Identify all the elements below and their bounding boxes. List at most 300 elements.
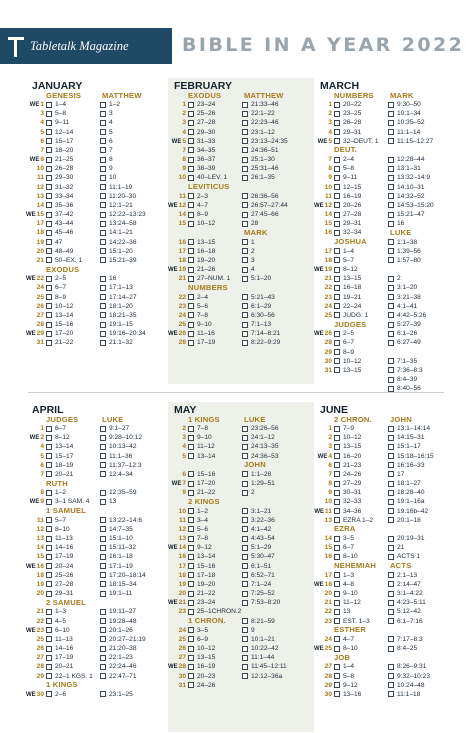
reading-checkbox[interactable]: [334, 490, 340, 496]
reading-checkbox[interactable]: [334, 673, 340, 679]
reading-checkbox[interactable]: [46, 490, 52, 496]
reading-checkbox[interactable]: [388, 581, 394, 587]
reading-checkbox[interactable]: [46, 184, 52, 190]
reading-checkbox[interactable]: [388, 499, 394, 505]
reading-checkbox[interactable]: [388, 212, 394, 218]
reading-checkbox[interactable]: [242, 166, 248, 172]
reading-checkbox[interactable]: [46, 331, 52, 337]
reading-checkbox[interactable]: [242, 655, 248, 661]
reading-checkbox[interactable]: [46, 129, 52, 135]
reading-checkbox[interactable]: [388, 285, 394, 291]
reading-checkbox[interactable]: [46, 221, 52, 227]
reading-checkbox[interactable]: [100, 563, 106, 569]
reading-checkbox[interactable]: [334, 212, 340, 218]
reading-checkbox[interactable]: [334, 175, 340, 181]
reading-checkbox[interactable]: [46, 294, 52, 300]
reading-checkbox[interactable]: [334, 276, 340, 282]
reading-checkbox[interactable]: [188, 591, 194, 597]
reading-checkbox[interactable]: [242, 157, 248, 163]
reading-checkbox[interactable]: [188, 572, 194, 578]
reading-checkbox[interactable]: [46, 248, 52, 254]
reading-checkbox[interactable]: [46, 453, 52, 459]
reading-checkbox[interactable]: [188, 331, 194, 337]
reading-checkbox[interactable]: [388, 444, 394, 450]
reading-checkbox[interactable]: [100, 138, 106, 144]
reading-checkbox[interactable]: [188, 655, 194, 661]
reading-checkbox[interactable]: [188, 664, 194, 670]
reading-checkbox[interactable]: [100, 312, 106, 318]
reading-checkbox[interactable]: [100, 230, 106, 236]
reading-checkbox[interactable]: [46, 627, 52, 633]
reading-checkbox[interactable]: [46, 312, 52, 318]
reading-checkbox[interactable]: [334, 664, 340, 670]
reading-checkbox[interactable]: [188, 175, 194, 181]
reading-checkbox[interactable]: [46, 517, 52, 523]
reading-checkbox[interactable]: [242, 572, 248, 578]
reading-checkbox[interactable]: [334, 340, 340, 346]
reading-checkbox[interactable]: [334, 184, 340, 190]
reading-checkbox[interactable]: [388, 426, 394, 432]
reading-checkbox[interactable]: [100, 536, 106, 542]
reading-checkbox[interactable]: [242, 340, 248, 346]
reading-checkbox[interactable]: [242, 627, 248, 633]
reading-checkbox[interactable]: [188, 526, 194, 532]
reading-checkbox[interactable]: [388, 221, 394, 227]
reading-checkbox[interactable]: [388, 682, 394, 688]
reading-checkbox[interactable]: [188, 444, 194, 450]
reading-checkbox[interactable]: [188, 426, 194, 432]
reading-checkbox[interactable]: [242, 276, 248, 282]
reading-checkbox[interactable]: [242, 257, 248, 263]
reading-checkbox[interactable]: [242, 129, 248, 135]
reading-checkbox[interactable]: [188, 111, 194, 117]
reading-checkbox[interactable]: [188, 120, 194, 126]
reading-checkbox[interactable]: [334, 358, 340, 364]
reading-checkbox[interactable]: [334, 120, 340, 126]
reading-checkbox[interactable]: [388, 664, 394, 670]
reading-checkbox[interactable]: [100, 340, 106, 346]
reading-checkbox[interactable]: [100, 166, 106, 172]
reading-checkbox[interactable]: [242, 673, 248, 679]
reading-checkbox[interactable]: [100, 572, 106, 578]
reading-checkbox[interactable]: [46, 554, 52, 560]
reading-checkbox[interactable]: [242, 536, 248, 542]
reading-checkbox[interactable]: [388, 129, 394, 135]
reading-checkbox[interactable]: [46, 239, 52, 245]
reading-checkbox[interactable]: [334, 285, 340, 291]
reading-checkbox[interactable]: [388, 239, 394, 245]
reading-checkbox[interactable]: [334, 471, 340, 477]
reading-checkbox[interactable]: [100, 248, 106, 254]
reading-checkbox[interactable]: [188, 340, 194, 346]
reading-checkbox[interactable]: [388, 453, 394, 459]
reading-checkbox[interactable]: [46, 193, 52, 199]
reading-checkbox[interactable]: [242, 453, 248, 459]
reading-checkbox[interactable]: [242, 322, 248, 328]
reading-checkbox[interactable]: [188, 536, 194, 542]
reading-checkbox[interactable]: [388, 646, 394, 652]
reading-checkbox[interactable]: [334, 303, 340, 309]
reading-checkbox[interactable]: [100, 545, 106, 551]
reading-checkbox[interactable]: [242, 120, 248, 126]
reading-checkbox[interactable]: [100, 175, 106, 181]
reading-checkbox[interactable]: [100, 499, 106, 505]
reading-checkbox[interactable]: [46, 120, 52, 126]
reading-checkbox[interactable]: [334, 129, 340, 135]
reading-checkbox[interactable]: [100, 591, 106, 597]
reading-checkbox[interactable]: [188, 627, 194, 633]
reading-checkbox[interactable]: [46, 545, 52, 551]
reading-checkbox[interactable]: [188, 600, 194, 606]
reading-checkbox[interactable]: [188, 646, 194, 652]
reading-checkbox[interactable]: [334, 481, 340, 487]
reading-checkbox[interactable]: [100, 517, 106, 523]
reading-checkbox[interactable]: [388, 257, 394, 263]
reading-checkbox[interactable]: [334, 426, 340, 432]
reading-checkbox[interactable]: [100, 303, 106, 309]
reading-checkbox[interactable]: [188, 239, 194, 245]
reading-checkbox[interactable]: [188, 563, 194, 569]
reading-checkbox[interactable]: [242, 526, 248, 532]
reading-checkbox[interactable]: [188, 481, 194, 487]
reading-checkbox[interactable]: [242, 138, 248, 144]
reading-checkbox[interactable]: [46, 609, 52, 615]
reading-checkbox[interactable]: [242, 212, 248, 218]
reading-checkbox[interactable]: [388, 481, 394, 487]
reading-checkbox[interactable]: [46, 202, 52, 208]
reading-checkbox[interactable]: [242, 444, 248, 450]
reading-checkbox[interactable]: [242, 267, 248, 273]
reading-checkbox[interactable]: [242, 175, 248, 181]
reading-checkbox[interactable]: [46, 322, 52, 328]
reading-checkbox[interactable]: [46, 157, 52, 163]
reading-checkbox[interactable]: [388, 377, 394, 383]
reading-checkbox[interactable]: [100, 129, 106, 135]
reading-checkbox[interactable]: [46, 581, 52, 587]
reading-checkbox[interactable]: [388, 691, 394, 697]
reading-checkbox[interactable]: [242, 331, 248, 337]
reading-checkbox[interactable]: [100, 453, 106, 459]
reading-checkbox[interactable]: [334, 294, 340, 300]
reading-checkbox[interactable]: [388, 609, 394, 615]
reading-checkbox[interactable]: [188, 102, 194, 108]
reading-checkbox[interactable]: [46, 499, 52, 505]
reading-checkbox[interactable]: [388, 517, 394, 523]
reading-checkbox[interactable]: [334, 157, 340, 163]
reading-checkbox[interactable]: [334, 591, 340, 597]
reading-checkbox[interactable]: [388, 193, 394, 199]
reading-checkbox[interactable]: [242, 312, 248, 318]
reading-checkbox[interactable]: [334, 435, 340, 441]
reading-checkbox[interactable]: [100, 646, 106, 652]
reading-checkbox[interactable]: [100, 435, 106, 441]
reading-checkbox[interactable]: [242, 221, 248, 227]
reading-checkbox[interactable]: [100, 655, 106, 661]
reading-checkbox[interactable]: [100, 331, 106, 337]
reading-checkbox[interactable]: [388, 111, 394, 117]
reading-checkbox[interactable]: [388, 554, 394, 560]
reading-checkbox[interactable]: [46, 147, 52, 153]
reading-checkbox[interactable]: [46, 175, 52, 181]
reading-checkbox[interactable]: [242, 490, 248, 496]
reading-checkbox[interactable]: [46, 285, 52, 291]
reading-checkbox[interactable]: [46, 340, 52, 346]
reading-checkbox[interactable]: [242, 294, 248, 300]
reading-checkbox[interactable]: [242, 581, 248, 587]
reading-checkbox[interactable]: [100, 212, 106, 218]
reading-checkbox[interactable]: [388, 471, 394, 477]
reading-checkbox[interactable]: [188, 212, 194, 218]
reading-checkbox[interactable]: [388, 138, 394, 144]
reading-checkbox[interactable]: [100, 294, 106, 300]
reading-checkbox[interactable]: [100, 322, 106, 328]
reading-checkbox[interactable]: [334, 581, 340, 587]
reading-checkbox[interactable]: [242, 426, 248, 432]
reading-checkbox[interactable]: [334, 572, 340, 578]
reading-checkbox[interactable]: [100, 221, 106, 227]
reading-checkbox[interactable]: [100, 184, 106, 190]
reading-checkbox[interactable]: [100, 257, 106, 263]
reading-checkbox[interactable]: [388, 386, 394, 392]
reading-checkbox[interactable]: [100, 618, 106, 624]
reading-checkbox[interactable]: [188, 157, 194, 163]
reading-checkbox[interactable]: [242, 481, 248, 487]
reading-checkbox[interactable]: [334, 312, 340, 318]
reading-checkbox[interactable]: [388, 303, 394, 309]
reading-checkbox[interactable]: [388, 248, 394, 254]
reading-checkbox[interactable]: [334, 349, 340, 355]
reading-checkbox[interactable]: [46, 276, 52, 282]
reading-checkbox[interactable]: [242, 517, 248, 523]
reading-checkbox[interactable]: [100, 673, 106, 679]
reading-checkbox[interactable]: [242, 202, 248, 208]
reading-checkbox[interactable]: [334, 166, 340, 172]
reading-checkbox[interactable]: [242, 591, 248, 597]
reading-checkbox[interactable]: [100, 554, 106, 560]
reading-checkbox[interactable]: [242, 600, 248, 606]
reading-checkbox[interactable]: [334, 609, 340, 615]
reading-checkbox[interactable]: [100, 636, 106, 642]
reading-checkbox[interactable]: [46, 166, 52, 172]
reading-checkbox[interactable]: [188, 303, 194, 309]
reading-checkbox[interactable]: [334, 267, 340, 273]
reading-checkbox[interactable]: [242, 193, 248, 199]
reading-checkbox[interactable]: [100, 581, 106, 587]
reading-checkbox[interactable]: [334, 600, 340, 606]
reading-checkbox[interactable]: [188, 257, 194, 263]
reading-checkbox[interactable]: [100, 193, 106, 199]
reading-checkbox[interactable]: [46, 471, 52, 477]
reading-checkbox[interactable]: [334, 138, 340, 144]
reading-checkbox[interactable]: [188, 682, 194, 688]
reading-checkbox[interactable]: [188, 581, 194, 587]
reading-checkbox[interactable]: [334, 193, 340, 199]
reading-checkbox[interactable]: [334, 691, 340, 697]
reading-checkbox[interactable]: [242, 471, 248, 477]
reading-checkbox[interactable]: [388, 462, 394, 468]
reading-checkbox[interactable]: [188, 609, 194, 615]
reading-checkbox[interactable]: [100, 120, 106, 126]
reading-checkbox[interactable]: [188, 490, 194, 496]
reading-checkbox[interactable]: [242, 664, 248, 670]
reading-checkbox[interactable]: [46, 591, 52, 597]
reading-checkbox[interactable]: [388, 636, 394, 642]
reading-checkbox[interactable]: [46, 111, 52, 117]
reading-checkbox[interactable]: [188, 267, 194, 273]
reading-checkbox[interactable]: [100, 276, 106, 282]
reading-checkbox[interactable]: [388, 600, 394, 606]
reading-checkbox[interactable]: [334, 499, 340, 505]
reading-checkbox[interactable]: [188, 202, 194, 208]
reading-checkbox[interactable]: [46, 636, 52, 642]
reading-checkbox[interactable]: [188, 545, 194, 551]
reading-checkbox[interactable]: [46, 257, 52, 263]
reading-checkbox[interactable]: [188, 166, 194, 172]
reading-checkbox[interactable]: [388, 322, 394, 328]
reading-checkbox[interactable]: [242, 102, 248, 108]
reading-checkbox[interactable]: [388, 184, 394, 190]
reading-checkbox[interactable]: [242, 636, 248, 642]
reading-checkbox[interactable]: [46, 691, 52, 697]
reading-checkbox[interactable]: [46, 462, 52, 468]
reading-checkbox[interactable]: [388, 508, 394, 514]
reading-checkbox[interactable]: [188, 147, 194, 153]
reading-checkbox[interactable]: [388, 175, 394, 181]
reading-checkbox[interactable]: [188, 193, 194, 199]
reading-checkbox[interactable]: [388, 673, 394, 679]
reading-checkbox[interactable]: [100, 609, 106, 615]
reading-checkbox[interactable]: [242, 545, 248, 551]
reading-checkbox[interactable]: [46, 303, 52, 309]
reading-checkbox[interactable]: [188, 129, 194, 135]
reading-checkbox[interactable]: [388, 591, 394, 597]
reading-checkbox[interactable]: [388, 545, 394, 551]
reading-checkbox[interactable]: [242, 111, 248, 117]
reading-checkbox[interactable]: [242, 435, 248, 441]
reading-checkbox[interactable]: [334, 248, 340, 254]
reading-checkbox[interactable]: [46, 138, 52, 144]
reading-checkbox[interactable]: [388, 367, 394, 373]
reading-checkbox[interactable]: [388, 157, 394, 163]
reading-checkbox[interactable]: [46, 212, 52, 218]
reading-checkbox[interactable]: [46, 646, 52, 652]
reading-checkbox[interactable]: [188, 138, 194, 144]
reading-checkbox[interactable]: [188, 322, 194, 328]
reading-checkbox[interactable]: [334, 554, 340, 560]
reading-checkbox[interactable]: [388, 572, 394, 578]
reading-checkbox[interactable]: [100, 157, 106, 163]
reading-checkbox[interactable]: [242, 239, 248, 245]
reading-checkbox[interactable]: [334, 111, 340, 117]
reading-checkbox[interactable]: [100, 471, 106, 477]
reading-checkbox[interactable]: [388, 618, 394, 624]
reading-checkbox[interactable]: [46, 444, 52, 450]
reading-checkbox[interactable]: [46, 102, 52, 108]
reading-checkbox[interactable]: [46, 230, 52, 236]
reading-checkbox[interactable]: [100, 426, 106, 432]
reading-checkbox[interactable]: [334, 102, 340, 108]
reading-checkbox[interactable]: [46, 526, 52, 532]
reading-checkbox[interactable]: [100, 664, 106, 670]
reading-checkbox[interactable]: [334, 517, 340, 523]
reading-checkbox[interactable]: [188, 248, 194, 254]
reading-checkbox[interactable]: [334, 646, 340, 652]
reading-checkbox[interactable]: [388, 312, 394, 318]
reading-checkbox[interactable]: [100, 202, 106, 208]
reading-checkbox[interactable]: [242, 646, 248, 652]
reading-checkbox[interactable]: [388, 166, 394, 172]
reading-checkbox[interactable]: [242, 147, 248, 153]
reading-checkbox[interactable]: [388, 102, 394, 108]
reading-checkbox[interactable]: [388, 490, 394, 496]
reading-checkbox[interactable]: [188, 276, 194, 282]
reading-checkbox[interactable]: [100, 627, 106, 633]
reading-checkbox[interactable]: [46, 664, 52, 670]
reading-checkbox[interactable]: [388, 331, 394, 337]
reading-checkbox[interactable]: [334, 636, 340, 642]
reading-checkbox[interactable]: [334, 508, 340, 514]
reading-checkbox[interactable]: [388, 202, 394, 208]
reading-checkbox[interactable]: [242, 303, 248, 309]
reading-checkbox[interactable]: [334, 462, 340, 468]
reading-checkbox[interactable]: [388, 294, 394, 300]
reading-checkbox[interactable]: [46, 572, 52, 578]
reading-checkbox[interactable]: [334, 618, 340, 624]
reading-checkbox[interactable]: [188, 673, 194, 679]
reading-checkbox[interactable]: [100, 526, 106, 532]
reading-checkbox[interactable]: [46, 673, 52, 679]
reading-checkbox[interactable]: [242, 618, 248, 624]
reading-checkbox[interactable]: [188, 636, 194, 642]
reading-checkbox[interactable]: [334, 331, 340, 337]
reading-checkbox[interactable]: [188, 221, 194, 227]
reading-checkbox[interactable]: [242, 248, 248, 254]
reading-checkbox[interactable]: [334, 536, 340, 542]
reading-checkbox[interactable]: [100, 462, 106, 468]
reading-checkbox[interactable]: [100, 691, 106, 697]
reading-checkbox[interactable]: [334, 257, 340, 263]
reading-checkbox[interactable]: [388, 358, 394, 364]
reading-checkbox[interactable]: [100, 285, 106, 291]
reading-checkbox[interactable]: [334, 221, 340, 227]
reading-checkbox[interactable]: [388, 536, 394, 542]
reading-checkbox[interactable]: [388, 120, 394, 126]
reading-checkbox[interactable]: [100, 111, 106, 117]
reading-checkbox[interactable]: [100, 239, 106, 245]
reading-checkbox[interactable]: [188, 508, 194, 514]
reading-checkbox[interactable]: [334, 230, 340, 236]
reading-checkbox[interactable]: [388, 276, 394, 282]
reading-checkbox[interactable]: [334, 444, 340, 450]
reading-checkbox[interactable]: [334, 367, 340, 373]
reading-checkbox[interactable]: [188, 312, 194, 318]
reading-checkbox[interactable]: [242, 563, 248, 569]
reading-checkbox[interactable]: [334, 453, 340, 459]
reading-checkbox[interactable]: [46, 618, 52, 624]
reading-checkbox[interactable]: [188, 471, 194, 477]
reading-checkbox[interactable]: [188, 554, 194, 560]
reading-checkbox[interactable]: [334, 545, 340, 551]
reading-checkbox[interactable]: [188, 453, 194, 459]
reading-checkbox[interactable]: [46, 563, 52, 569]
reading-checkbox[interactable]: [242, 554, 248, 560]
reading-checkbox[interactable]: [388, 435, 394, 441]
reading-checkbox[interactable]: [46, 655, 52, 661]
reading-checkbox[interactable]: [100, 147, 106, 153]
reading-checkbox[interactable]: [100, 102, 106, 108]
reading-checkbox[interactable]: [242, 508, 248, 514]
reading-checkbox[interactable]: [188, 517, 194, 523]
